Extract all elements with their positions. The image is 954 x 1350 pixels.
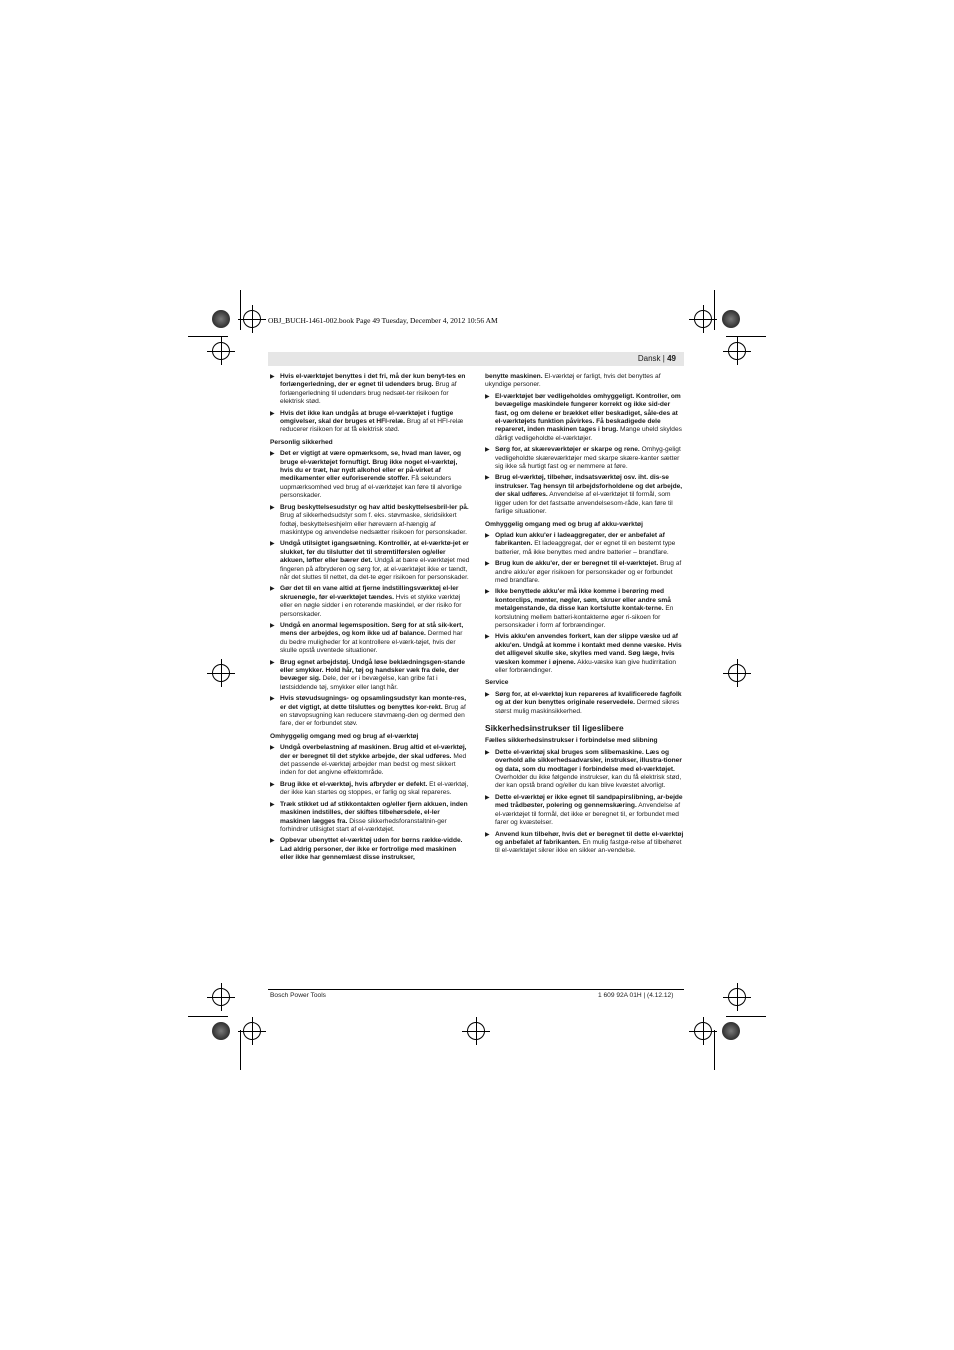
page-number: 49 — [667, 354, 676, 363]
header-language: Dansk — [637, 354, 661, 363]
crosshair-icon — [694, 310, 712, 328]
list-item: ▶ Sørg for, at skæreværktøjer er skarpe og rene. Omhyg-geligt vedligeholdte skæreværktøjer med skarpe skære-kanter sætter sig ikke så hurtigt fast og er nemmere at føre. — [485, 446, 681, 471]
list-item: ▶ Brug kun de akku'er, der er beregnet til el-værktøjet. Brug af andre akku'er øger risikoen for personskader og er forbundet med brandfare. — [485, 560, 682, 584]
registration-mark-icon — [212, 1022, 230, 1040]
crosshair-icon — [212, 664, 230, 682]
list-item: ▶ Brug ikke et el-værktøj, hvis afbryder er defekt. Et el-værktøj, der ikke kan startes og stoppes, er farlig og skal repareres. — [270, 780, 469, 797]
crosshair-icon — [243, 1022, 261, 1040]
arrow-bullet-icon: ▶ — [270, 781, 275, 788]
list-item: ▶ Det er vigtigt at være opmærksom, se, hvad man laver, og bruge el-værktøjet fornuftigt. Brug ikke noget el-værktøj, hvis du er træt, har nydt alkohol eller er på-virket af medikamenter eller euforiserende stoffer. Få sekunders uopmærksomhed ved brug af el-værktøjet kan føre til alvorlige personskader. — [270, 450, 462, 500]
list-item: ▶ Træk stikket ud af stikkontakten og/eller fjern akkuen, inden maskinen indstilles, der skiftes tilbehørsdele, el-ler maskinen lægges fra. Disse sikkerhedsforanstaltnin-ger forhindrer utilsigtet start af el-værktøjet. — [270, 800, 468, 833]
crosshair-icon — [243, 310, 261, 328]
list-item: ▶ Opbevar ubenyttet el-værktøj uden for børns række-vidde. Lad aldrig personer, der ikke er fortrolige med maskinen eller ikke har gennemlæst disse instrukser, — [270, 837, 463, 862]
section-heading: Fælles sikkerhedsinstrukser i forbindelse med slibning — [485, 737, 658, 745]
file-info-line: OBJ_BUCH-1461-002.book Page 49 Tuesday, December 4, 2012 10:56 AM — [268, 316, 498, 325]
registration-mark-icon — [722, 310, 740, 328]
arrow-bullet-icon: ▶ — [485, 475, 490, 482]
crop-line — [726, 336, 766, 337]
crop-line — [188, 1016, 228, 1017]
arrow-bullet-icon: ▶ — [485, 561, 490, 568]
list-item: ▶ Dette el-værktøj er ikke egnet til sandpapirslibning, ar-bejde med trådbøster, polering og gennemskæring. Anvendelse af el-værktøjet til formål, det ikke er beregnet til, er forbundet med farer og kvæstelser. — [485, 793, 683, 827]
list-item: ▶ Ikke benyttede akku'er må ikke komme i berøring med kontorclips, mønter, nøgler, søm, skruer eller andre små metalgenstande, da disse kan kortslutte kontak-terne. En kortslutning mellem batteri-kontakterne øger ri-sikoen for personskader i form af forbrændinger. — [485, 588, 674, 629]
footer-brand: Bosch Power Tools — [270, 992, 326, 999]
list-item: ▶ Hvis akku'en anvendes forkert, kan der slippe væske ud af akku'en. Undgå at komme i kontakt med denne væske. Hvis det alligevel skulle ske, skylles med vand. Søg læge, hvis væsken kommer i øjnene. Akku-væske kan give hudirritation eller forbrændinger. — [485, 633, 682, 674]
right-column — [485, 373, 685, 859]
list-item: ▶ Hvis støvudsugnings- og opsamlingsudstyr kan monte-res, er det vigtigt, at dette tilsluttes og benyttes kor-rekt. Brug af en støvopsugning kan reducere støvmæng-den og dermed den fare, der er forbundet støv. — [270, 695, 467, 728]
section-heading: Omhyggelig omgang med og brug af akku-værktøj — [485, 520, 643, 528]
page-header — [268, 352, 684, 366]
arrow-bullet-icon: ▶ — [270, 410, 275, 417]
arrow-bullet-icon: ▶ — [270, 504, 275, 511]
list-item: ▶ Anvend kun tilbehør, hvis det er beregnet til dette el-værktøj og anbefalet af fabrikanten. En mulig fastgø-relse af tilbehøret til el-værktøjet sikrer ikke en sikker an-vendelse. — [485, 830, 684, 855]
list-item: ▶ Undgå en anormal legemsposition. Sørg for at stå sik-kert, mens der arbejdes, og kom ikke ud af balance. Dermed har du bedre muligheder for at kontrollere el-værk-tøjet, hvis der skulle opstå uventede situationer. — [270, 621, 464, 655]
crosshair-icon — [694, 1022, 712, 1040]
arrow-bullet-icon: ▶ — [270, 541, 275, 548]
arrow-bullet-icon: ▶ — [270, 696, 275, 703]
footer-rule — [268, 989, 684, 990]
crosshair-icon — [728, 342, 746, 360]
crop-line — [726, 1016, 766, 1017]
chapter-heading: Sikkerhedsinstrukser til ligeslibere — [485, 723, 624, 734]
arrow-bullet-icon: ▶ — [270, 838, 275, 845]
list-item: ▶ Hvis el-værktøjet benyttes i det fri, må der kun benyt-tes en forlængerledning, der er egnet til udendørs brug. Brug af forlængerledning til udendørs brug nedsæt-ter risikoen for elektrisk stød. — [270, 373, 466, 406]
crosshair-icon — [212, 342, 230, 360]
list-item: ▶ Sørg for, at el-værktøj kun repareres af kvalificerede fagfolk og at der kun benyttes originale reservedele. Dermed sikres størst mulig maskinsikkerhed. — [485, 690, 682, 715]
section-heading: Service — [485, 679, 509, 687]
section-heading: Omhyggelig omgang med og brug af el-værktøj — [270, 732, 419, 740]
crop-line — [240, 290, 241, 330]
crop-line — [240, 1030, 241, 1070]
list-item: ▶ El-værktøjet bør vedligeholdes omhyggeligt. Kontroller, om bevægelige maskindele fungerer korrekt og ikke sid-der fast, og om delene er brækket eller beskadiget, såle-des at el-værktøjets funktion påvirkes. Få beskadigede dele repareret, inden maskinen tages i brug. Mange uheld skyldes dårligt vedligeholdte el-værktøjer. — [485, 392, 682, 442]
arrow-bullet-icon: ▶ — [485, 749, 490, 756]
arrow-bullet-icon: ▶ — [485, 447, 490, 454]
arrow-bullet-icon: ▶ — [270, 586, 275, 593]
arrow-bullet-icon: ▶ — [485, 691, 490, 698]
arrow-bullet-icon: ▶ — [485, 393, 490, 400]
list-item: ▶ Oplad kun akku'er i ladeaggregater, der er anbefalet af fabrikanten. Et ladeaggregat, der er egnet til en bestemt type batterier, må ikke benyttes med andre batterier – brandfare. — [485, 531, 676, 556]
crop-line — [714, 290, 715, 330]
arrow-bullet-icon: ▶ — [485, 794, 490, 801]
left-column — [270, 373, 470, 866]
list-item: ▶ Brug egnet arbejdstøj. Undgå løse beklædningsgen-stande eller smykker. Hold hår, tøj og handsker væk fra dele, der bevæger sig. Dele, der er i bevægelse, kan gribe fat i løstsiddende tøj, smykker eller langt hår. — [270, 658, 466, 691]
crosshair-icon — [467, 1022, 485, 1040]
registration-mark-icon — [212, 310, 230, 328]
footer-docnumber: 1 609 92A 01H | (4.12.12) — [598, 992, 674, 999]
arrow-bullet-icon: ▶ — [485, 831, 490, 838]
list-item: ▶ Dette el-værktøj skal bruges som slibemaskine. Læs og overhold alle sikkerhedsadvarsler, instrukser, illustra-tioner og data, som du modtager i forbindelse med el-værktøjet. Overholder du ikke følgende instrukser, kan du få elektrisk stød, der kan opstå brand og/eller du kan blive kvæstet alvorligt. — [485, 748, 682, 790]
list-item: ▶ Brug beskyttelsesudstyr og hav altid beskyttelsesbril-ler på. Brug af sikkerhedsudstyr som f. eks. støvmaske, skridsikkert fodtøj, beskyttelseshjelm eller høreværn af-hængig af maskintype og anvendelse nedsætter risikoen for personskader. — [270, 503, 469, 536]
list-item: ▶ Undgå overbelastning af maskinen. Brug altid et el-værktøj, der er beregnet til det stykke arbejde, der skal udføres. Med det passende el-værktøj arbejder man bedst og mest sikkert inden for det angivne effektområde. — [270, 744, 467, 777]
continued-paragraph: benytte maskinen. El-værktøj er farligt, hvis det benyttes af ukyndige personer. — [485, 373, 661, 389]
registration-mark-icon — [722, 1022, 740, 1040]
list-item: ▶ Hvis det ikke kan undgås at bruge el-værktøjet i fugtige omgivelser, skal der bruges et HFI-relæ. Brug af et HFI-relæ reducerer risikoen for at få elektrisk stød. — [270, 409, 464, 434]
crop-line — [188, 336, 228, 337]
arrow-bullet-icon: ▶ — [270, 659, 275, 666]
header-label: Dansk | 49 — [637, 354, 676, 363]
arrow-bullet-icon: ▶ — [270, 622, 275, 629]
list-item: ▶ Brug el-værktøj, tilbehør, indsatsværktøj osv. iht. dis-se instrukser. Tag hensyn til arbejdsforholdene og det arbejde, der skal udføres. Anvendelse af el-værktøjet til formål, som ligger uden for det fastsatte anvendelsesom-råde, kan føre til farlige situationer. — [485, 474, 683, 516]
arrow-bullet-icon: ▶ — [485, 634, 490, 641]
crosshair-icon — [728, 988, 746, 1006]
arrow-bullet-icon: ▶ — [270, 745, 275, 752]
crosshair-icon — [728, 664, 746, 682]
arrow-bullet-icon: ▶ — [270, 451, 275, 458]
arrow-bullet-icon: ▶ — [485, 589, 490, 596]
section-heading: Personlig sikkerhed — [270, 438, 333, 446]
list-item: ▶ Gør det til en vane altid at fjerne indstillingsværktøj el-ler skruenøgle, før el-værktøjet tændes. Hvis et stykke værktøj eller en nøgle sidder i en roterende maskindel, er der risiko for personskader. — [270, 585, 462, 618]
arrow-bullet-icon: ▶ — [270, 801, 275, 808]
list-item: ▶ Undgå utilsigtet igangsætning. Kontrollér, at el-værktø-jet er slukket, før du tilslutter det til strømtilførslen og/eller akkuen, løfter eller bærer det. Undgå at bære el-værktøjet med fingeren på afbryderen og sørg for, at el-værktøjet ikke er tændt, når det sluttes til nettet, da det-te øger risikoen for personskader. — [270, 540, 470, 581]
arrow-bullet-icon: ▶ — [485, 532, 490, 539]
crosshair-icon — [212, 988, 230, 1006]
crop-line — [714, 1030, 715, 1070]
arrow-bullet-icon: ▶ — [270, 374, 275, 380]
